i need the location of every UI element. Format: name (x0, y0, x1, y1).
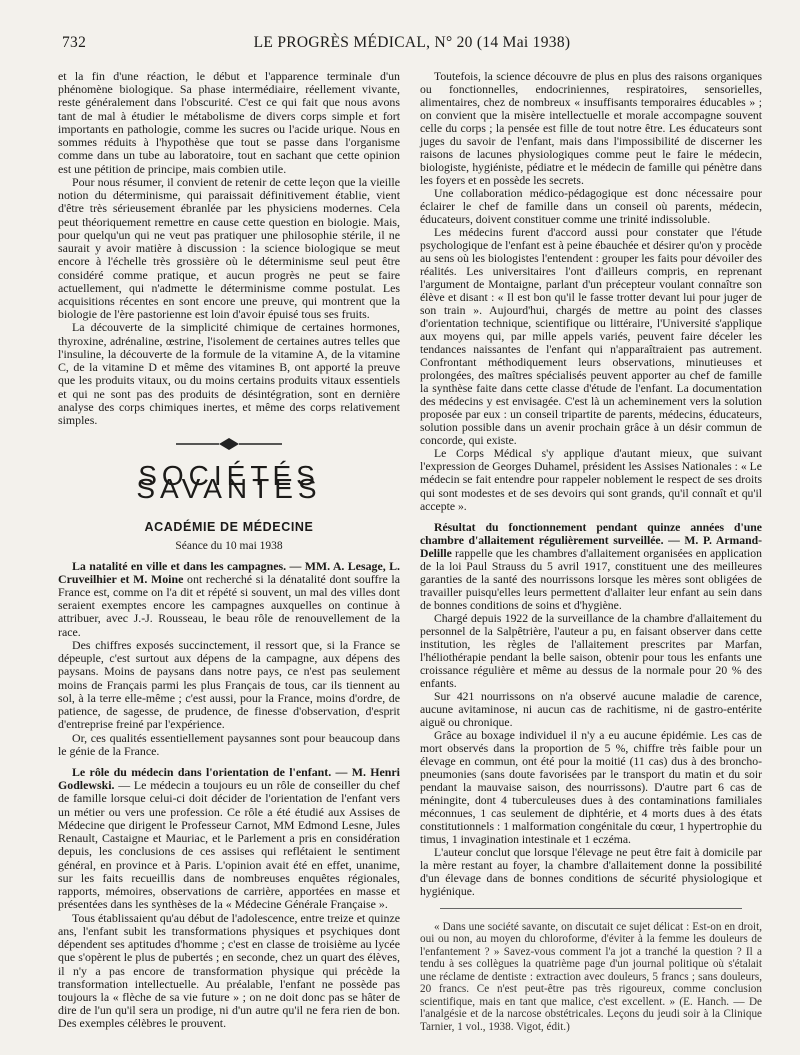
article-natalite (58, 560, 400, 639)
section-title: SOCIÉTÉS SAVANTES (136, 459, 322, 504)
paragraph: L'auteur conclut que lorsque l'élevage ne peut être fait à domicile par la mère restant au foyer, la chambre d'allaitement donne la possibilité d'un élevage dans de bonnes conditions de sécurité physiologique et hygiénique. (420, 845, 762, 898)
paragraph: et la fin d'une réaction, le début et l'apparence terminale d'un phénomène biologique. Sa phase intermédiaire, réellement vivante, reste généralement dans l'obscurité. C'est ce qui fait que nous avons tant de mal à étudier le métabolisme de divers corps simple et fort importants en pathologie, comme les sucres ou l'acide urique. Nous en sommes réduits à l'hypothèse que tout se passe dans l'organisme comme dans un tube au laboratoire, tout en sachant que cette opinion est une pétition de principe, mais combien utile. (58, 69, 400, 176)
right-column (420, 70, 762, 1033)
article-orientation (58, 766, 400, 912)
journal-title: LE PROGRÈS MÉDICAL, N° 20 (14 Mai 1938) (253, 34, 571, 51)
paragraph: Des chiffres exposés succinctement, il ressort que, si la France se dépeuple, c'est surtout aux dépens de la campagne, aux dépens des paysans. Moins de paysans dans notre pays, ce n'est pas seulement moins de Français parmi les plus Français de tous, car ils tiennent au sol, à la terre elle-même ; c'est aussi, pour la France, moins d'ordre, de patience, de sagesse, de prudence, de finesse d'observation, d'esprit d'entreprise freiné par l'expérience. (58, 637, 400, 732)
flourish-icon (174, 437, 284, 451)
left-column (58, 70, 400, 1031)
paragraph: Sur 421 nourrissons on n'a observé aucune maladie de carence, aucune avitaminose, ni aucun cas de rachitisme, ni de gastro-entérite aiguë ou chronique. (420, 689, 762, 729)
paragraph: Les médecins furent d'accord aussi pour constater que l'étude psychologique de l'enfant est à peine ébauchée et désirer qu'on y procède au sens où les biologistes l'entendent : grouper les faits pour dévoiler des réalités. Les universitaires l'ont d'ailleurs compris, en reprenant l'argument de Montaigne, parlant d'un précepteur voulant connaître son élève et disant : « Il est bon qu'il le fasse trotter devant lui pour juger de son train ». Aujourd'hui, chargés de mettre au point des classes d'orientation technique, scientifique ou littéraire, l'Université s'applique aux moyens qui, par mille appels variés, peuvent faire déceler les tendances naissantes de l'enfant qui n'apparaîtraient pas autrement. Confrontant méthodiquement leurs observations, minutieuses et prolongées, des maîtres spécialisés peuvent apporter au chef de famille la synthèse faite dans cette classe d'étude de l'enfant. La documentation des médecins y est envisagée. C'est là un acheminement vers la solution proposée par eux : un conseil tripartite de parents, médecins, éducateurs, solution possible dans un avenir prochain grâce à un désir commun de concorde, qui existe. (420, 226, 762, 448)
paragraph: Or, ces qualités essentiellement paysannes sont pour beaucoup dans le génie de la France. (58, 730, 400, 758)
article-text: ont recherché si la dénatalité dont souffre la France est, comme on l'a dit et répété si souvent, un mal des villes dont seraient exemptes encore les campagnes auxquelles on continue à attribuer, avec J.-J. Rousseau, le beau rôle de renouvellement de la race. (58, 571, 400, 639)
ornament-divider (58, 437, 400, 454)
paragraph: Pour nous résumer, il convient de retenir de cette leçon que la vieille notion du déterminisme, qui paraissait définitivement établie, vient d'être très sérieusement ébranlée par les physiciens modernes. Cela peut théoriquement remettre en cause cette question en biologie. Mais, pour quelqu'un qui ne veut pas pratiquer une philosophie stérile, il ne saurait y avoir matière à discussion : la science biologique se meut encore à l'échelle très grossière où le déterminisme seul peut être considéré comme pratique, et aucun progrès ne peut se faire actuellement, qui n'admette le déterminisme comme postulat. Les acquisitions récentes en sont encore une preuve, qui montrent que la biologie de l'ère pastorienne est loin d'avoir épuisé tous ses fruits. (58, 174, 400, 322)
article-authors: — M. Henri Godlewski. (58, 765, 400, 793)
footnote-quote: « Dans une société savante, on discutait ce sujet délicat : Est-on en droit, oui ou non, au moyen du chloroforme, d'éviter à la femme les douleurs de l'enfantement ? » Savez-vous comment l'a jot a tranché la question ? Il a tendu à ses collègues la quatrième page d'un journal politique où s'étalait une réclame de dentiste : extraction avec douleurs, 5 francs ; sans douleurs, 20 francs. Ce n'est peut-être pas très rigoureux, comme conclusion scientifique, mais en tant que malice, c'est excellent. » (E. Hanch. — De l'analgésie et de la narcose obstétricales. Leçons du jeudi soir à la Clinique Tarnier, 1 vol., 1938. Vigot, édit.) (420, 920, 762, 1033)
paragraph: Tous établissaient qu'au début de l'adolescence, entre treize et quinze ans, l'enfant subit les transformations physiques et psychiques dont dépendent ses aptitudes d'homme ; c'est en classe de troisième au lycée que s'opèrent le plus de pubertés ; en seconde, chez un quart des élèves, il n'y a pas encore de transformation physique qui précède la transformation intellectuelle. Au préalable, l'enfant ne possède pas toujours la « flèche de sa vie future » ; on ne doit donc pas se hâter de dire de l'un qu'il sera un prodige, ni d'un autre qu'il ne fera rien de bon. Des exemples célèbres le prouvent. (58, 910, 400, 1031)
running-head (62, 34, 762, 58)
article-authors: — MM. A. Lesage, L. Cruveilhier et M. Moine (58, 558, 400, 586)
paragraph: Grâce au boxage individuel il n'y a eu aucune épidémie. Les cas de mort observés dans la proportion de 5 %, chiffre très faible pour un élevage en commun, ont été pour la moitié (11 cas) dus à des broncho-pneumonies (sans doute favorisées par le transport du matin et du soir pendant la mauvaise saison, des nourrissons). D'autre part 6 cas de méningite, dont 4 tuberculeuses dues à des contaminations familiales méconnues, 1 cas seulement de diphtérie, et 4 morts dues à des états constitutionnels : 1 malformation congénitale du cœur, 1 hypertrophie du timus, 1 invagination intestinale et 1 eczéma. (420, 728, 762, 846)
article-text: — Le médecin a toujours eu un rôle de conseiller du chef de famille lorsque celui-ci doit décider de l'orientation de l'enfant vers un métier ou vers une profession. Ce rôle a été étudié aux Assises de Médecine que dirigent le Professeur Carnot, MM Edmond Lesne, Jules Renault, Castaigne et Mauriac, et le Parlement a pris en considération depuis, les conclusions de ces assises qui reflétaient le sentiment général, en province et à Paris. L'opinion avait été en effet, unanime, sur les faits recueillis dans de nombreuses enquêtes régionales, rapports, mémoires, observations de carrière, apportées en masse et présentées dans les synthèses de la « Médecine Générale Française ». (58, 778, 400, 912)
article-authors: — M. P. Armand-Delille (420, 533, 762, 560)
paragraph: La découverte de la simplicité chimique de certaines hormones, thyroxine, adrénaline, œstrine, l'isolement de certaines autres telles que l'insuline, la découverte de la formule de la vitamine A, de la vitamine C, de la vitamine D et même des vitamines B, ont apporté la preuve que les produits vitaux, ou du moins certains produits vitaux essentiels et qui ne sont pas des produits de désintégration, sont en dernière analyse des corps chimiques inertes, et même des corps relativement simples. (58, 320, 400, 428)
paragraph: Chargé depuis 1922 de la surveillance de la chambre d'allaitement du personnel de la Salpêtrière, l'auteur a pu, en faisant observer dans cette institution, les règles de l'allaitement prescrites par Marfan, l'héliothérapie pendant la belle saison, obtenir pour tous les enfants une croissance régulière et même au dessus de la normale pour 20 % des enfants. (420, 611, 762, 690)
page-number: 732 (62, 34, 87, 51)
paragraph: Le Corps Médical s'y applique d'autant mieux, que suivant l'expression de Georges Duhamel, président les Assises Nationales : « Le médecin se fait entendre pour rappeler noblement le respect de ses droits qui sont modestes et de ses devoirs qui sont grands, qu'il connaît et qu'il accepte ». (420, 447, 762, 513)
paragraph: Une collaboration médico-pédagogique est donc nécessaire pour éclairer le chef de famille dans un conseil où parents, médecin, éducateurs, doivent constituer comme une trinité indissoluble. (420, 187, 762, 227)
paragraph: Toutefois, la science découvre de plus en plus des raisons organiques ou fonctionnelles, endocriniennes, respiratoires, sensorielles, alimentaires, chez de nombreux « insuffisants temporaires éducables » ; on convient que la misère intellectuelle et morale accompagne souvent celle du corps ; la pensée est fille de tout notre être. Les éducateurs sont juges du savoir de l'enfant, mais dans l'impossibilité de discerner les raisons de lacunes physiologiques comme peut le faire le médecin, biologiste, hygiéniste, pédiatre et le médecin de famille qui pénètre dans les foyers et en possède les secrets. (420, 70, 762, 188)
article-heading: La natalité en ville et dans les campagnes. (72, 558, 287, 573)
article-heading: Résultat du fonctionnement pendant quinze années d'une chambre d'allaitement régulièrement surveillée. (420, 520, 762, 547)
separator-rule (440, 908, 742, 909)
academy-heading: ACADÉMIE DE MÉDECINE (144, 520, 314, 535)
article-text: rappelle que les chambres d'allaitement organisées en application de la loi Paul Strauss du 5 avril 1917, constituent une des meilleures garanties de la santé des nourrissons lorsque les mères sont obligées de travailler puisqu'elles leurs permettent d'allaiter leur enfant au sein dans de bonnes conditions de soins et d'hygiène. (420, 546, 762, 612)
article-heading: Le rôle du médecin dans l'orientation de l'enfant. (72, 765, 332, 780)
article-allaitement (420, 521, 762, 612)
sitting-date: Séance du 10 mai 1938 (175, 540, 283, 553)
